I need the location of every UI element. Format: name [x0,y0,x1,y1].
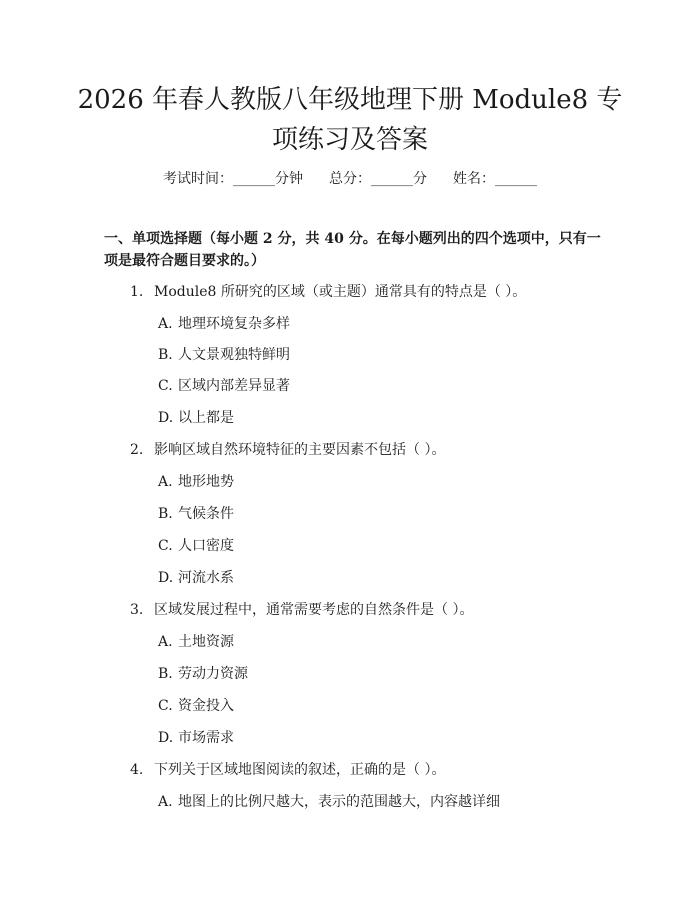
option-letter: C. [158,698,173,714]
question-number: 3. [130,602,144,618]
question-text: Module8 所研究的区域（或主题）通常具有的特点是（ ）。 [154,284,527,300]
option-3a [158,632,234,652]
score-blank: ______分 [371,171,427,187]
option-text: 以上都是 [178,410,234,426]
option-2c [158,536,234,556]
option-letter: D. [158,570,174,586]
option-letter: A. [158,316,173,332]
question-text: 下列关于区域地图阅读的叙述，正确的是（ ）。 [154,762,446,778]
option-text: 市场需求 [178,730,234,746]
option-letter: A. [158,794,173,810]
question-1 [130,282,526,302]
option-text: 人文景观独特鲜明 [178,347,290,363]
time-label: 考试时间： [163,171,233,187]
option-text: 区域内部差异显著 [178,378,290,394]
option-text: 气候条件 [178,506,234,522]
question-4 [130,760,445,780]
option-letter: B. [158,347,173,363]
option-3b [158,664,248,684]
option-1b [158,345,290,365]
score-label: 总分： [329,171,371,187]
question-number: 2. [130,442,144,458]
option-text: 地图上的比例尺越大，表示的范围越大，内容越详细 [178,794,500,810]
option-3d [158,728,234,748]
option-text: 地形地势 [178,474,234,490]
option-1a [158,314,290,334]
exam-info-line [0,168,700,188]
question-text: 区域发展过程中，通常需要考虑的自然条件是（ ）。 [154,602,474,618]
name-label: 姓名： [453,171,495,187]
option-2d [158,568,234,588]
option-2a [158,472,234,492]
question-number: 4. [130,762,144,778]
option-letter: D. [158,730,174,746]
option-4a [158,792,500,812]
option-letter: D. [158,410,174,426]
option-text: 地理环境复杂多样 [178,316,290,332]
option-text: 土地资源 [178,634,234,650]
option-letter: B. [158,666,173,682]
title-line-2: 项练习及答案 [271,125,428,155]
time-blank: ______分钟 [233,171,303,187]
option-letter: A. [158,474,173,490]
option-1c [158,376,290,396]
option-letter: C. [158,378,173,394]
option-letter: B. [158,506,173,522]
option-1d [158,408,234,428]
question-2 [130,440,445,460]
question-number: 1. [130,284,144,300]
question-3 [130,600,473,620]
name-blank: ______ [495,171,537,187]
option-text: 资金投入 [178,698,234,714]
option-text: 劳动力资源 [178,666,248,682]
option-text: 河流水系 [178,570,234,586]
option-3c [158,696,234,716]
question-text: 影响区域自然环境特征的主要因素不包括（ ）。 [154,442,446,458]
option-letter: C. [158,538,173,554]
option-2b [158,504,234,524]
option-text: 人口密度 [178,538,234,554]
title-line-1: 2026 年春人教版八年级地理下册 Module8 专 [77,85,623,115]
section-heading: 一、单项选择题（每小题 2 分，共 40 分。在每小题列出的四个选项中，只有一项是最符合题目要求的。） [104,231,601,269]
page-title [0,80,700,160]
option-letter: A. [158,634,173,650]
